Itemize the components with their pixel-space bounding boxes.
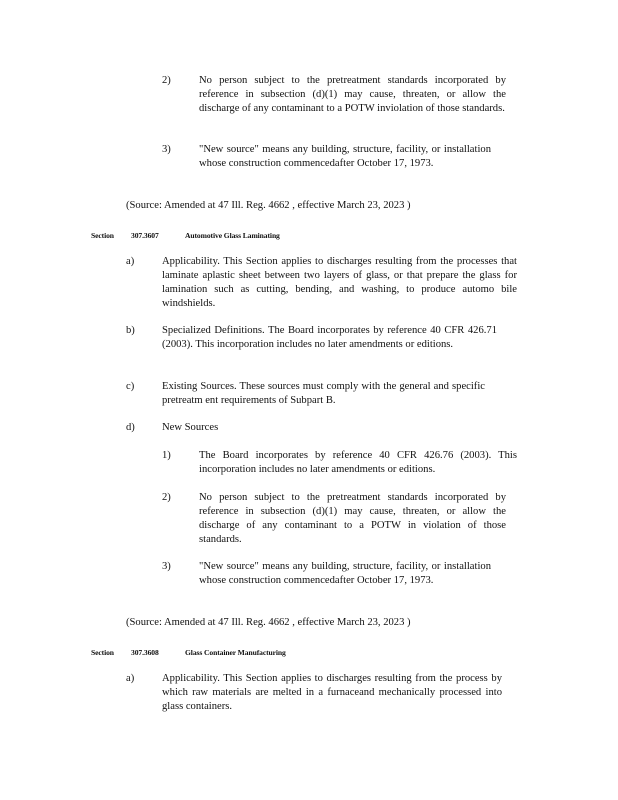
subsection-text: New Sources <box>162 422 219 433</box>
section-number: 307.3607 <box>131 231 159 240</box>
item-label: 3) <box>162 561 171 572</box>
section-label: Section <box>91 231 114 240</box>
item-text: "New source" means any building, structure, facility, or installation whose construction commencedafter October 17, 1973. <box>199 144 491 169</box>
item-label: 1) <box>162 450 171 461</box>
subsection-label: b) <box>126 325 135 336</box>
subsection-text: Specialized Definitions. The Board incorporates by reference 40 CFR 426.71 (2003). This incorporation includes no later amendments or editions. <box>162 325 497 350</box>
source-note: (Source: Amended at 47 Ill. Reg. 4662 , effective March 23, 2023 ) <box>126 200 411 211</box>
section-label: Section <box>91 648 114 657</box>
section-number: 307.3608 <box>131 648 159 657</box>
item-text: The Board incorporates by reference 40 CFR 426.76 (2003). This incorporation includes no later amendments or editions. <box>199 450 517 475</box>
item-label: 3) <box>162 144 171 155</box>
source-note: (Source: Amended at 47 Ill. Reg. 4662 , effective March 23, 2023 ) <box>126 617 411 628</box>
subsection-label: a) <box>126 673 135 684</box>
item-label: 2) <box>162 75 171 86</box>
item-text: No person subject to the pretreatment standards incorporated by reference in subsection (d)(1) may cause, threaten, or allow the discharge of any contaminant to a POTW inviolation of those standards. <box>199 75 506 114</box>
subsection-text: Existing Sources. These sources must comply with the general and specific pretreatm ent requirements of Subpart B. <box>162 381 485 406</box>
subsection-text: Applicability. This Section applies to discharges resulting from the process by which raw materials are melted in a furnaceand mechanically processed into glass containers. <box>162 673 502 712</box>
subsection-label: d) <box>126 422 135 433</box>
subsection-text: Applicability. This Section applies to discharges resulting from the processes that laminate aplastic sheet between two layers of glass, or that prepare the glass for lamination such as cutting, bending, and washing, to produce automo bile windshields. <box>162 256 517 309</box>
item-text: No person subject to the pretreatment standards incorporated by reference in subsection (d)(1) may cause, threaten, or allow the discharge of any contaminant to a POTW in violation of those standards. <box>199 492 506 545</box>
subsection-label: c) <box>126 381 135 392</box>
section-title: Glass Container Manufacturing <box>185 648 286 657</box>
section-title: Automotive Glass Laminating <box>185 231 280 240</box>
subsection-label: a) <box>126 256 135 267</box>
item-text: "New source" means any building, structure, facility, or installation whose construction commencedafter October 17, 1973. <box>199 561 491 586</box>
item-label: 2) <box>162 492 171 503</box>
